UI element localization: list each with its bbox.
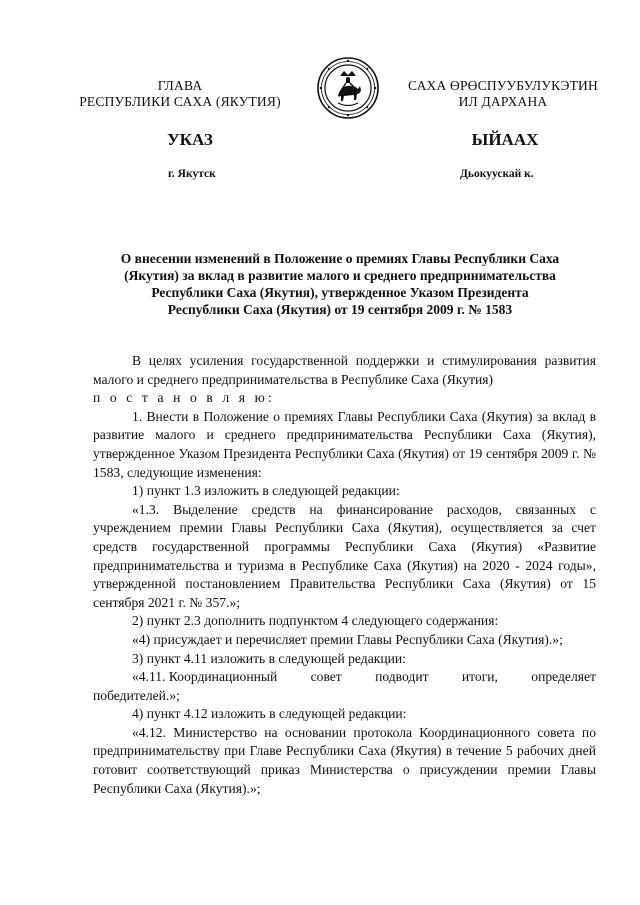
header-right-line2: ИЛ ДАРХАНА [458, 94, 548, 109]
quote-3-word: определяет [531, 669, 596, 685]
quote-3-word: совет [310, 669, 342, 685]
title-ukaz: УКАЗ [167, 130, 213, 149]
quote-3-end: победителей.»; [93, 687, 180, 703]
city-dyokuuskai: Дьокуускай к. [460, 168, 534, 180]
subitem-3: 3) пункт 4.11 изложить в следующей редакции: [132, 650, 406, 666]
subitem-4: 4) пункт 4.12 изложить в следующей редакции: [132, 706, 407, 722]
decree-word: п о с т а н о в л я ю: [93, 390, 275, 406]
quote-3-line1 [93, 668, 596, 687]
quote-1: «1.3. Выделение средств на финансирование расходов, связанных с учреждением премии Главы Республики Саха (Якутия), осуществляется за счет средств государственной программы Республики Саха (Якутия) «Развитие предпринимательства и туризма в Республике Саха (Якутия) на 2020 - 2024 годы», утвержденной постановлением Правительства Республики Саха (Якутия) от 15 сентября 2021 г. № 357.»; [93, 501, 596, 610]
header-left-line2: РЕСПУБЛИКИ САХА (ЯКУТИЯ) [79, 94, 281, 109]
quote-3-word: подводит [375, 669, 429, 685]
intro-paragraph: В целях усиления государственной поддержки и стимулирования развития малого и среднего предпринимательства в Республике Саха (Якутия) [93, 353, 596, 387]
quote-4: «4.12. Министерство на основании протокола Координационного совета по предпринимательству при Главе Республики Саха (Якутия) в течение 5 рабочих дней готовит соответствующий приказ Министерства о присуждении премии Главы Республики Саха (Якутия).»; [93, 724, 596, 796]
header-left [70, 78, 290, 110]
subitem-1: 1) пункт 1.3 изложить в следующей редакции: [132, 483, 400, 499]
quote-2: «4) присуждает и перечисляет премии Главы Республики Саха (Якутия).»; [132, 631, 563, 647]
item-1: 1. Внести в Положение о премиях Главы Республики Саха (Якутия) за вклад в развитие малого и среднего предпринимательства Республики Саха (Якутия), утвержденное Указом Президента Республики Саха (Якутия) от 19 сентября 2009 г. № 1583, следующие изменения: [93, 408, 596, 480]
header-right [398, 78, 608, 110]
subject-line: Республики Саха (Якутия) от 19 сентября 2009 г. № 1583 [167, 302, 513, 317]
header-right-line1: САХА ӨРӨСПУУБУЛУКЭТИН [408, 78, 598, 93]
decree-subject [80, 250, 600, 318]
subject-line: О внесении изменений в Положение о премиях Главы Республики Саха [120, 251, 560, 266]
city-yakutsk: г. Якутск [168, 168, 216, 180]
subject-line: Республики Саха (Якутия), утвержденное Указом Президента [151, 285, 529, 300]
title-yiaakh: ЫЙААХ [471, 130, 539, 149]
subject-line: (Якутия) за вклад в развитие малого и среднего предпринимательства [124, 268, 556, 283]
coat-of-arms-emblem [316, 56, 380, 120]
header-left-line1: ГЛАВА [157, 78, 203, 93]
decree-body [93, 352, 596, 798]
quote-3-word: «4.11. Координационный [132, 669, 278, 685]
quote-3-word: итоги, [461, 669, 498, 685]
subitem-2: 2) пункт 2.3 дополнить подпунктом 4 следующего содержания: [132, 613, 499, 629]
